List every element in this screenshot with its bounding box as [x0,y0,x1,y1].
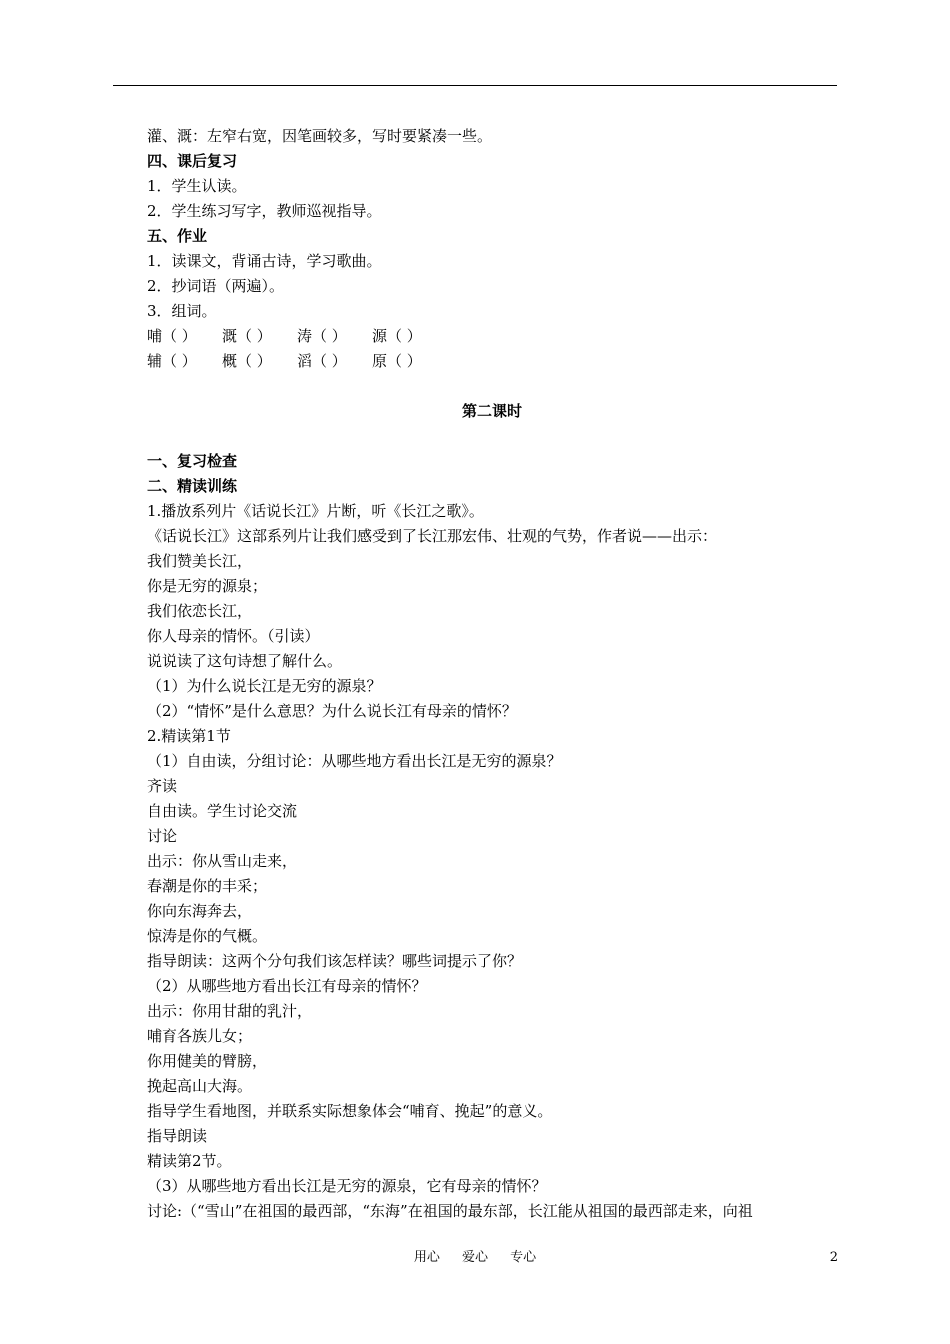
section-heading: 五、作业 [147,227,208,245]
text-line: 1．学生认读。 [147,177,247,195]
text-line: 说说读了这句诗想了解什么。 [147,652,343,670]
header-rule [113,85,837,86]
text-line: （3）从哪些地方看出长江是无穷的源泉，它有母亲的情怀？ [147,1177,547,1195]
text-line: 我们赞美长江， [147,552,253,570]
text-line: 1．读课文，背诵古诗，学习歌曲。 [147,252,382,270]
text-line: 《话说长江》这部系列片让我们感受到了长江那宏伟、壮观的气势，作者说——出示： [147,527,718,545]
text-line: 齐读 [147,777,178,795]
footer-motto: 用心 爱心 专心 [413,1250,537,1265]
fill-blank-row-1 [147,324,837,349]
fill-blank-item: 辅（ ） [147,352,197,370]
fill-blank-item: 滔（ ） [297,352,347,370]
fill-blank-item: 原（ ） [372,352,422,370]
page-number: 2 [829,1250,838,1265]
text-line: 我们依恋长江， [147,602,253,620]
text-line: 2．抄词语（两遍）。 [147,277,285,295]
text-line: 哺育各族儿女； [147,1027,253,1045]
text-line: 讨论:（“雪山”在祖国的最西部，“东海”在祖国的最东部，长江能从祖国的最西部走来，向祖 [147,1202,753,1220]
text-line: 2.精读第1节 [147,727,231,745]
text-line: 你是无穷的源泉； [147,577,268,595]
fill-blank-item: 哺（ ） [147,327,197,345]
lesson-two-body [147,449,837,1224]
page-footer [0,1247,950,1269]
text-line: 指导朗读：这两个分句我们该怎样读？哪些词提示了你？ [147,952,523,970]
text-line: 指导学生看地图，并联系实际想象体会“哺育、挽起”的意义。 [147,1102,553,1120]
spacer [147,374,837,399]
text-line: （2）从哪些地方看出长江有母亲的情怀？ [147,977,427,995]
text-line: （2）“情怀”是什么意思？为什么说长江有母亲的情怀？ [147,702,517,720]
lesson-one-tail [147,124,837,324]
text-line: （1）自由读，分组讨论：从哪些地方看出长江是无穷的源泉？ [147,752,562,770]
fill-blank-item: 源（ ） [372,327,422,345]
text-line: 出示：你从雪山走来， [147,852,298,870]
text-line: 春潮是你的丰采； [147,877,268,895]
fill-blank-item: 溉（ ） [222,327,272,345]
text-line: 自由读。学生讨论交流 [147,802,298,820]
section-heading: 一、复习检查 [147,452,238,470]
text-line: 你向东海奔去， [147,902,253,920]
text-line: 惊涛是你的气概。 [147,927,268,945]
section-heading: 二、精读训练 [147,477,238,495]
section-heading: 四、课后复习 [147,152,238,170]
text-line: 3．组词。 [147,302,217,320]
text-line: 挽起高山大海。 [147,1077,253,1095]
section-title: 第二课时 [461,402,522,420]
fill-blank-item: 涛（ ） [297,327,347,345]
text-line: 你用健美的臂膀， [147,1052,268,1070]
document-body [147,124,837,1224]
text-line: （1）为什么说长江是无穷的源泉？ [147,677,382,695]
fill-blank-item: 概（ ） [222,352,272,370]
text-line: 1.播放系列片《话说长江》片断，听《长江之歌》。 [147,502,484,520]
text-line: 精读第2节。 [147,1152,232,1170]
text-line: 出示：你用甘甜的乳汁， [147,1002,313,1020]
spacer [147,424,837,449]
text-line: 指导朗读 [147,1127,208,1145]
text-line: 2．学生练习写字，教师巡视指导。 [147,202,382,220]
text-line: 你人母亲的情怀。（引读） [147,627,320,645]
text-line: 灌、溉：左窄右宽，因笔画较多，写时要紧凑一些。 [147,127,493,145]
fill-blank-row-2 [147,349,837,374]
text-line: 讨论 [147,827,178,845]
